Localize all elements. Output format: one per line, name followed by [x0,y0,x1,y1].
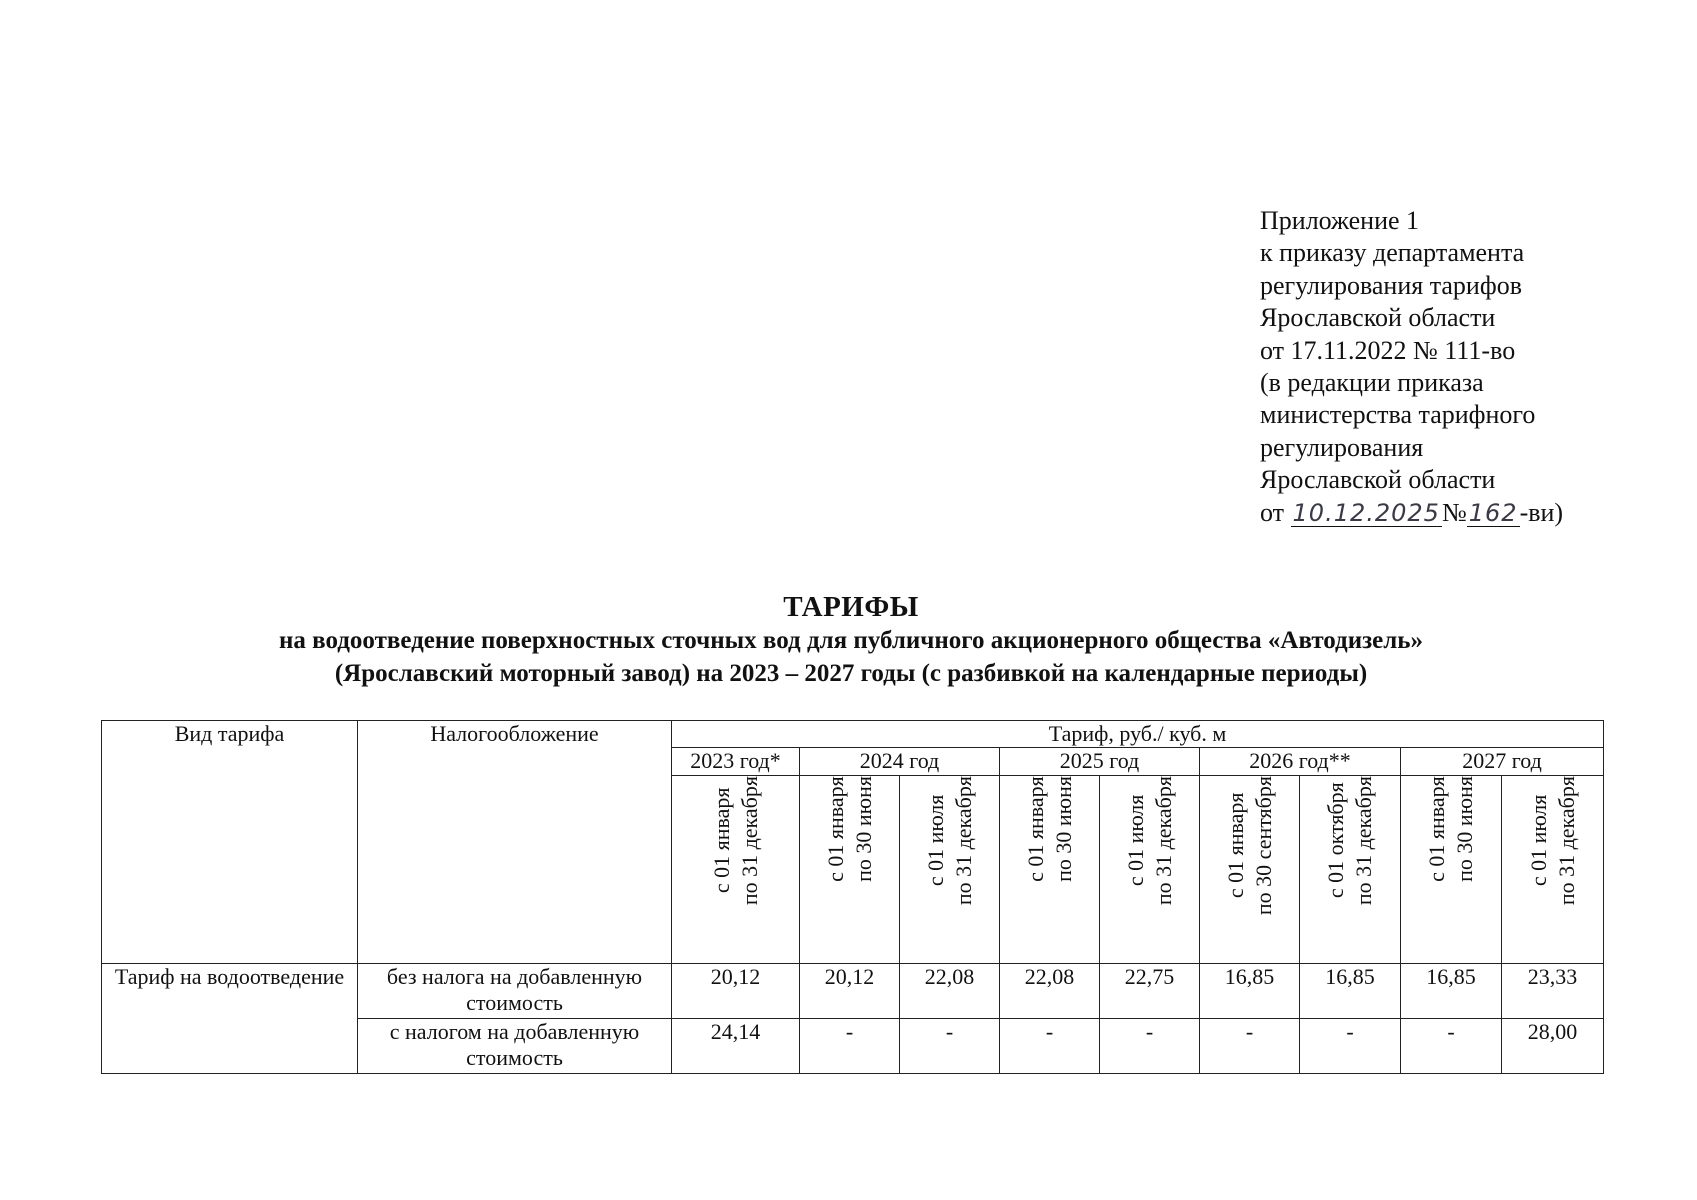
value-cell: - [1401,1019,1502,1074]
period-from: с 01 января [1424,776,1449,882]
header-year: 2025 год [1000,748,1200,776]
header-tariff: Тариф, руб./ куб. м [672,721,1604,748]
appendix-line: министерства тарифного [1260,400,1536,430]
header-year: 2026 год** [1200,748,1401,776]
appendix-line: Приложение 1 [1260,206,1420,235]
appendix-line: регулирования тарифов [1260,270,1522,300]
header-period [1100,776,1200,964]
period-from: с 01 января [708,787,734,894]
appendix-last-line [1260,497,1563,529]
header-period [1000,776,1100,964]
header-tax: Налогообложение [358,721,672,964]
tax-cell: без налога на добавленную стоимость [358,964,672,1019]
appendix-line: Ярославской области [1260,303,1496,333]
value-cell: 22,75 [1100,964,1200,1019]
table-row [102,964,1604,1019]
value-cell: - [1300,1019,1401,1074]
period-to: по 31 декабря [1150,776,1176,906]
period-to: по 30 июня [850,776,876,882]
header-period [1300,776,1401,964]
value-cell: 23,33 [1502,964,1604,1019]
value-cell: - [1200,1019,1300,1074]
period-from: с 01 июля [1525,794,1551,887]
period-from: с 01 января [1222,792,1248,899]
handwritten-number: 162 [1468,498,1518,527]
value-cell: - [900,1019,1000,1074]
title-line-1: на водоотведение поверхностных сточных вод для публичного акционерного общества «Автодизель» [279,627,1423,654]
value-cell: 22,08 [1000,964,1100,1019]
period-to: по 31 декабря [1351,776,1376,906]
appendix-from: от [1260,497,1285,527]
header-year: 2027 год [1401,748,1604,776]
tariff-table [101,720,1604,1074]
value-cell: 20,12 [672,964,800,1019]
value-cell: 28,00 [1502,1019,1604,1074]
appendix-line: регулирования [1260,432,1424,462]
header-year: 2024 год [800,748,1000,776]
period-from: с 01 июля [922,794,948,887]
appendix-suffix: -ви) [1519,497,1564,527]
value-cell: 22,08 [900,964,1000,1019]
row-label: Тариф на водоотведение [102,964,358,1074]
handwritten-date: 10.12.2025 [1292,498,1440,527]
period-from: с 01 июля [1122,794,1148,887]
value-cell: - [800,1019,900,1074]
document-title [100,590,1602,690]
period-to: по 30 сентября [1250,776,1276,916]
value-cell: 16,85 [1401,964,1502,1019]
title-main: ТАРИФЫ [783,591,919,623]
header-period [1502,776,1604,964]
header-period [800,776,900,964]
appendix-line: от 17.11.2022 № 111-во [1260,335,1516,365]
header-period [672,776,800,964]
appendix-line: к приказу департамента [1260,238,1525,268]
title-line-2: (Ярославский моторный завод) на 2023 – 2027 годы (с разбивкой на календарные периоды) [334,660,1368,687]
header-year: 2023 год* [672,748,800,776]
tax-cell: с налогом на добавленную стоимость [358,1019,672,1074]
value-cell: 24,14 [672,1019,800,1074]
value-cell: - [1100,1019,1200,1074]
period-from: с 01 января [822,776,848,882]
period-to: по 31 декабря [1553,776,1579,906]
period-to: по 31 декабря [950,776,976,906]
number-sign: № [1441,497,1467,527]
period-to: по 31 декабря [736,776,762,906]
period-to: по 30 июня [1452,776,1477,882]
period-from: с 01 октября [1323,782,1348,899]
appendix-line: (в редакции приказа [1260,368,1484,398]
appendix-block [1260,205,1563,529]
appendix-line: Ярославской области [1260,465,1496,495]
header-period [900,776,1000,964]
value-cell: - [1000,1019,1100,1074]
header-period [1401,776,1502,964]
header-type: Вид тарифа [102,721,358,964]
period-from: с 01 января [1022,776,1048,882]
value-cell: 20,12 [800,964,900,1019]
period-to: по 30 июня [1050,776,1076,882]
header-period [1200,776,1300,964]
value-cell: 16,85 [1300,964,1401,1019]
value-cell: 16,85 [1200,964,1300,1019]
